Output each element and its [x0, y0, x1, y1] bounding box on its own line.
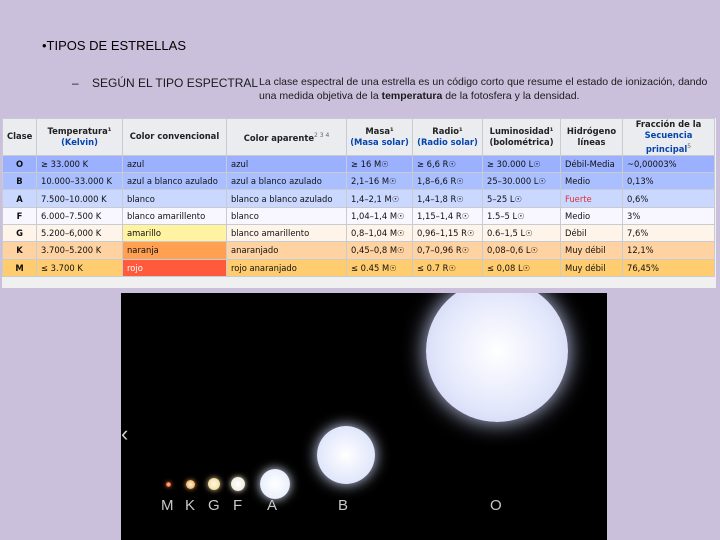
cell-fraccion: 3%	[623, 207, 715, 224]
star-size-comparison-image	[121, 293, 607, 540]
cell-hidrogeno: Débil-Media	[561, 155, 623, 172]
table-row-A	[3, 190, 715, 207]
cell-clase: B	[3, 173, 37, 190]
cell-hidrogeno: Medio	[561, 207, 623, 224]
cell-hidrogeno: Muy débil	[561, 259, 623, 276]
cell-temperatura: ≥ 33.000 K	[37, 155, 123, 172]
header-fraccion: Fracción de la Secuencia principal$^5$	[623, 119, 715, 156]
cell-color-convencional: azul a blanco azulado	[123, 173, 227, 190]
header-temperatura: Temperatura¹ (Kelvin)	[37, 119, 123, 156]
cell-fraccion: 7,6%	[623, 224, 715, 241]
cell-luminosidad: 0,08–0,6 L☉	[483, 242, 561, 259]
spectral-table	[2, 118, 715, 277]
cell-temperatura: ≤ 3.700 K	[37, 259, 123, 276]
cell-temperatura: 10.000–33.000 K	[37, 173, 123, 190]
cell-color-aparente: anaranjado	[227, 242, 347, 259]
header-color-convencional: Color convencional	[123, 119, 227, 156]
header-clase: Clase	[3, 119, 37, 156]
star-O	[426, 293, 568, 422]
star-label-B: B	[338, 497, 349, 514]
cell-clase: M	[3, 259, 37, 276]
star-label-F: F	[233, 497, 243, 514]
cell-clase: F	[3, 207, 37, 224]
cell-hidrogeno: Muy débil	[561, 242, 623, 259]
cell-color-aparente: azul a blanco azulado	[227, 173, 347, 190]
header-masa: Masa¹ (Masa solar)	[347, 119, 413, 156]
cell-temperatura: 3.700–5.200 K	[37, 242, 123, 259]
cell-masa: ≤ 0.45 M☉	[347, 259, 413, 276]
description	[259, 75, 709, 103]
cell-color-convencional: blanco amarillento	[123, 207, 227, 224]
star-B	[317, 426, 375, 484]
cell-color-convencional: azul	[123, 155, 227, 172]
cell-luminosidad: 0.6–1,5 L☉	[483, 224, 561, 241]
cell-temperatura: 5.200–6,000 K	[37, 224, 123, 241]
slide-heading: •TIPOS DE ESTRELLAS	[42, 38, 186, 53]
star-G	[208, 478, 220, 490]
cell-radio: 0,96–1,15 R☉	[413, 224, 483, 241]
header-radio: Radio¹ (Radio solar)	[413, 119, 483, 156]
spectral-table-container	[2, 118, 716, 288]
cell-hidrogeno: Débil	[561, 224, 623, 241]
cell-fraccion: 0,13%	[623, 173, 715, 190]
cell-masa: 2,1–16 M☉	[347, 173, 413, 190]
cell-temperatura: 7.500–10.000 K	[37, 190, 123, 207]
cell-fraccion: 12,1%	[623, 242, 715, 259]
cell-hidrogeno: Fuerte	[561, 190, 623, 207]
cell-clase: G	[3, 224, 37, 241]
table-row-O	[3, 155, 715, 172]
star-M	[166, 482, 171, 487]
star-A	[260, 469, 290, 499]
header-hidrogeno: Hidrógeno líneas	[561, 119, 623, 156]
table-row-G	[3, 224, 715, 241]
cell-radio: 0,7–0,96 R☉	[413, 242, 483, 259]
cell-masa: 1,04–1,4 M☉	[347, 207, 413, 224]
subheading-dash: –	[72, 76, 79, 90]
cell-masa: 1,4–2,1 M☉	[347, 190, 413, 207]
cell-color-aparente: blanco	[227, 207, 347, 224]
cell-radio: 1,8–6,6 R☉	[413, 173, 483, 190]
cell-radio: 1,15–1,4 R☉	[413, 207, 483, 224]
cell-color-convencional: naranja	[123, 242, 227, 259]
cell-color-aparente: blanco a blanco azulado	[227, 190, 347, 207]
cell-clase: K	[3, 242, 37, 259]
description-bold: temperatura	[381, 90, 443, 102]
cell-luminosidad: 5–25 L☉	[483, 190, 561, 207]
cell-temperatura: 6.000–7.500 K	[37, 207, 123, 224]
star-label-M: M	[161, 497, 174, 514]
cell-luminosidad: 25–30.000 L☉	[483, 173, 561, 190]
cell-masa: ≥ 16 M☉	[347, 155, 413, 172]
star-F	[231, 477, 245, 491]
cell-luminosidad: ≥ 30.000 L☉	[483, 155, 561, 172]
table-row-B	[3, 173, 715, 190]
cell-color-convencional: amarillo	[123, 224, 227, 241]
cell-clase: O	[3, 155, 37, 172]
cell-hidrogeno: Medio	[561, 173, 623, 190]
cell-clase: A	[3, 190, 37, 207]
table-row-M	[3, 259, 715, 276]
cell-luminosidad: 1.5–5 L☉	[483, 207, 561, 224]
cell-luminosidad: ≤ 0,08 L☉	[483, 259, 561, 276]
cell-fraccion: ~0,00003%	[623, 155, 715, 172]
table-header-row	[3, 119, 715, 156]
description-part1: La clase espectral de una estrella es un código corto que resume el estado de ionización, dando una medida objetiva de la	[259, 76, 708, 102]
cell-color-aparente: rojo anaranjado	[227, 259, 347, 276]
cell-color-convencional: blanco	[123, 190, 227, 207]
star-label-O: O	[490, 497, 502, 514]
cell-color-convencional: rojo	[123, 259, 227, 276]
cell-masa: 0,8–1,04 M☉	[347, 224, 413, 241]
subheading-label: SEGÚN EL TIPO ESPECTRAL	[92, 76, 259, 90]
cell-radio: 1,4–1,8 R☉	[413, 190, 483, 207]
cell-color-aparente: azul	[227, 155, 347, 172]
star-label-G: G	[208, 497, 220, 514]
cell-radio: ≤ 0.7 R☉	[413, 259, 483, 276]
star-label-K: K	[185, 497, 196, 514]
header-color-aparente: Color aparente$^{2 3 4}$	[227, 119, 347, 156]
table-row-K	[3, 242, 715, 259]
star-label-A: A	[267, 497, 278, 514]
cell-fraccion: 76,45%	[623, 259, 715, 276]
previous-arrow-icon[interactable]: ‹	[121, 421, 129, 446]
star-K	[186, 480, 195, 489]
cell-fraccion: 0,6%	[623, 190, 715, 207]
cell-radio: ≥ 6,6 R☉	[413, 155, 483, 172]
cell-masa: 0,45–0,8 M☉	[347, 242, 413, 259]
cell-color-aparente: blanco amarillento	[227, 224, 347, 241]
description-part2: de la fotosfera y la densidad.	[442, 90, 580, 102]
header-luminosidad: Luminosidad¹ (bolométrica)	[483, 119, 561, 156]
table-row-F	[3, 207, 715, 224]
subheading	[72, 76, 258, 90]
